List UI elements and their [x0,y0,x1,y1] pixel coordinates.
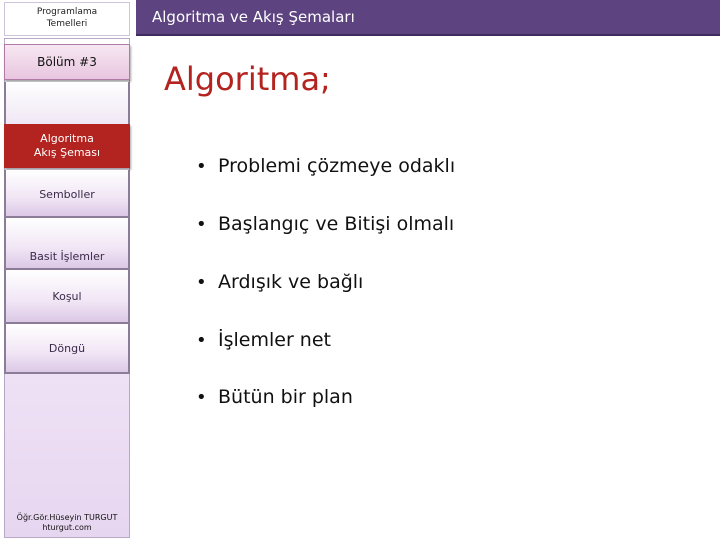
bullet-text: İşlemler net [218,329,331,351]
sidebar-item-label: Basit İşlemler [29,249,105,263]
chapter-label-text: Bölüm #3 [37,55,97,69]
bullet-dot-icon: • [196,155,207,177]
bullet-item [196,213,454,235]
sidebar-item-basit-islemler[interactable] [4,218,130,270]
slide-title: Algoritma; [164,60,331,98]
sidebar-item-label: Koşul [52,289,82,303]
course-title-line1: Programlama [36,7,98,18]
footer-author: Öğr.Gör.Hüseyin TURGUT [16,512,118,522]
sidebar-item-label: Semboller [39,188,95,201]
sidebar-item-label: Döngü [48,342,86,355]
bullet-text: Problemi çözmeye odaklı [218,155,456,177]
bullet-text: Başlangıç ve Bitişi olmalı [218,213,455,235]
bullet-text: Ardışık ve bağlı [218,271,364,293]
sidebar-empty-slot [4,82,130,126]
bullet-item [196,386,353,408]
header-title: Algoritma ve Akış Şemaları [152,8,355,26]
course-title [4,2,130,36]
chapter-label [4,44,130,80]
bullet-item [196,329,331,351]
bullet-dot-icon: • [196,329,207,351]
header-banner [136,0,720,36]
bullet-dot-icon: • [196,386,207,408]
bullet-item [196,271,363,293]
footer-credit [4,508,130,538]
bullet-item [196,155,455,177]
sidebar-item-algoritma[interactable] [4,124,130,168]
bullet-dot-icon: • [196,271,207,293]
sidebar-item-dongu[interactable] [4,324,130,374]
sidebar-item-semboller[interactable] [4,170,130,218]
sidebar-item-kosul[interactable] [4,270,130,324]
bullet-dot-icon: • [196,213,207,235]
bullet-text: Bütün bir plan [218,386,353,408]
course-title-line2: Temelleri [46,19,88,29]
footer-website: hturgut.com [42,523,92,532]
sidebar-item-label: Algoritma [40,131,94,145]
sidebar-item-label: Akış Şeması [33,146,101,159]
